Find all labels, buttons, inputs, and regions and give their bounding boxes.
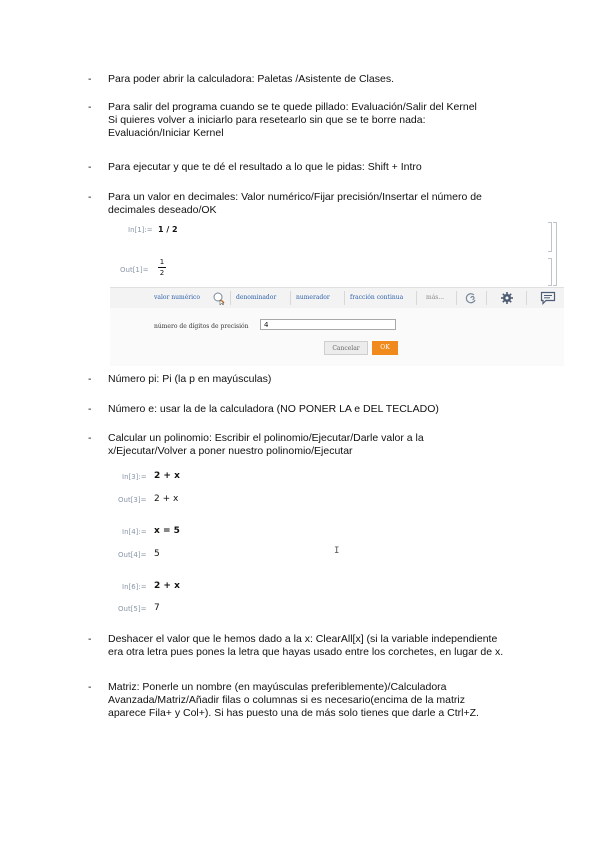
bullet-text: Para poder abrir la calculadora: Paletas /Asistente de Clases.	[108, 73, 394, 85]
notebook-screenshot-numeric	[110, 222, 564, 366]
suggestion-continued-fraction[interactable]: fracción continua	[350, 294, 404, 301]
bullet-text: Para ejecutar y que te dé el resultado a lo que le pidas: Shift + Intro	[108, 161, 422, 173]
precision-label: número de dígitos de precisión	[154, 323, 249, 330]
fraction-numerator: 1	[159, 258, 165, 266]
output-label: Out[4]=	[118, 551, 147, 559]
output-label: Out[3]=	[118, 496, 147, 504]
cell-bracket[interactable]	[548, 222, 552, 252]
input-label: In[6]:=	[122, 583, 147, 591]
bullet-text: era otra letra pues pones la letra que hayas usado entre los corchetes, en lugar de x.	[108, 646, 504, 658]
ok-button[interactable]: OK	[372, 341, 398, 355]
text-cursor-icon: I	[334, 546, 340, 556]
bullet-text: Para salir del programa cuando se te quede pillado: Evaluación/Salir del Kernel	[108, 101, 477, 113]
bullet-text: Número pi: Pi (la p en mayúsculas)	[108, 373, 272, 385]
bullet-dash: -	[88, 373, 92, 385]
input-label: In[1]:=	[128, 226, 153, 234]
bullet-text: Para un valor en decimales: Valor numérico/Fijar precisión/Insertar el número de	[108, 191, 482, 203]
input-code[interactable]: 2 + x	[154, 581, 180, 591]
bullet-dash: -	[88, 161, 92, 173]
bullet-text: Calcular un polinomio: Escribir el polinomio/Ejecutar/Darle valor a la	[108, 432, 424, 444]
suggestion-numeric-value[interactable]: valor numérico	[154, 294, 201, 301]
bullet-dash: -	[88, 681, 92, 693]
bullet-dash: -	[88, 432, 92, 444]
output-label: Out[1]=	[120, 266, 149, 274]
suggestions-bar	[110, 287, 564, 309]
input-label: In[3]:=	[122, 473, 147, 481]
bullet-text: aparece Fila+ y Col+). Si has puesto una de más solo tienes que darle a Ctrl+Z.	[108, 707, 479, 719]
bullet-dash: -	[88, 403, 92, 415]
bullet-dash: -	[88, 633, 92, 645]
bullet-text: Deshacer el valor que le hemos dado a la x: ClearAll[x] (si la variable independiente	[108, 633, 498, 645]
suggestion-more[interactable]: más...	[426, 294, 445, 301]
fraction-output	[158, 258, 166, 277]
bullet-text: x/Ejecutar/Volver a poner nuestro polinomio/Ejecutar	[108, 445, 353, 457]
bullet-dash: -	[88, 73, 92, 85]
input-code[interactable]: x = 5	[154, 526, 180, 536]
precision-panel	[110, 308, 564, 366]
group-bracket[interactable]	[553, 222, 557, 286]
input-code[interactable]: 1 / 2	[158, 225, 178, 234]
precision-input[interactable]: 4	[260, 319, 396, 330]
output-value: 7	[154, 603, 160, 613]
bullet-text: decimales deseado/OK	[108, 204, 217, 216]
bullet-dash: -	[88, 191, 92, 203]
output-value: 5	[154, 549, 160, 559]
bullet-text: Matriz: Ponerle un nombre (en mayúsculas preferiblemente)/Calculadora	[108, 681, 447, 693]
bullet-text: Número e: usar la de la calculadora (NO PONER LA e DEL TECLADO)	[108, 403, 439, 415]
notebook-screenshot-polynomial	[110, 466, 360, 616]
input-code[interactable]: 2 + x	[154, 471, 180, 481]
output-label: Out[5]=	[118, 605, 147, 613]
bullet-dash: -	[88, 101, 92, 113]
bullet-text: Avanzada/Matriz/Añadir filas o columnas si es necesario(encima de la matriz	[108, 694, 465, 706]
input-label: In[4]:=	[122, 528, 147, 536]
suggestion-denominator[interactable]: denominador	[236, 294, 277, 301]
suggestion-numerator[interactable]: numerador	[296, 294, 330, 301]
cell-bracket[interactable]	[548, 258, 552, 286]
cancel-button[interactable]: Cancelar	[324, 341, 368, 355]
output-value: 2 + x	[154, 494, 179, 504]
bullet-text: Evaluación/Iniciar Kernel	[108, 127, 224, 139]
bullet-text: Si quieres volver a iniciarlo para resetearlo sin que se te borre nada:	[108, 114, 426, 126]
fraction-denominator: 2	[159, 269, 165, 277]
